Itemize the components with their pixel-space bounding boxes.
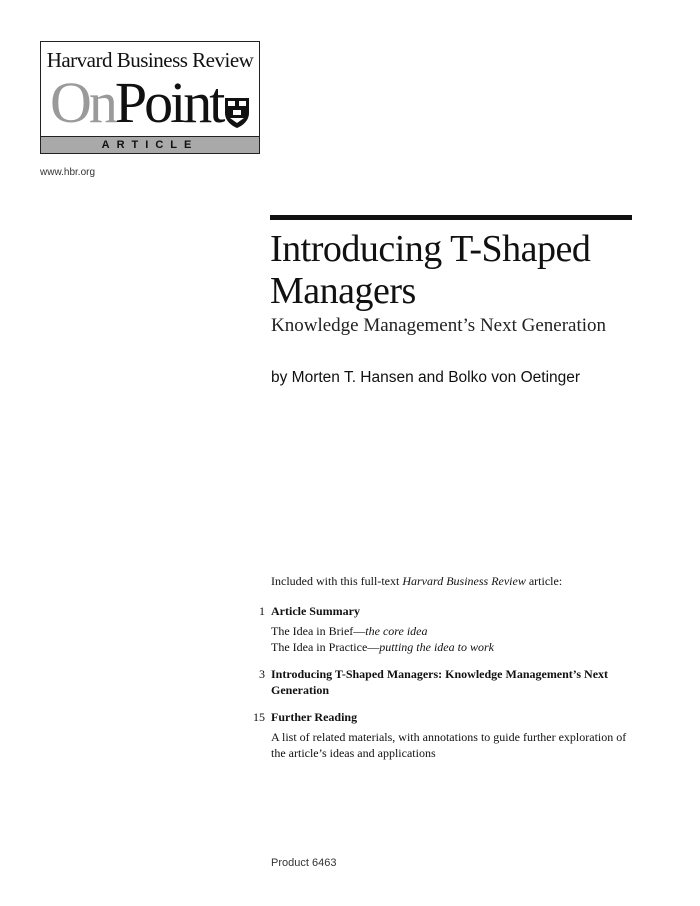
toc-title: Further Reading <box>271 710 358 724</box>
logo-point-text: Point <box>114 70 223 135</box>
toc-item-main-article <box>240 666 640 698</box>
website-url: www.hbr.org <box>40 167 96 178</box>
included-source: Harvard Business Review <box>402 574 526 588</box>
logo-onpoint <box>50 68 222 138</box>
toc-line-text: The Idea in Practice— <box>271 640 380 654</box>
toc-page-number: 15 <box>253 710 265 724</box>
toc-line-italic: the core idea <box>365 624 428 638</box>
logo-publication-name: Harvard Business Review <box>46 48 254 72</box>
harvard-shield-icon <box>224 97 250 129</box>
included-note <box>271 574 562 589</box>
included-prefix: Included with this full-text <box>271 574 403 588</box>
logo-on-text: On <box>50 70 115 135</box>
toc-line-text: The Idea in Brief— <box>271 624 366 638</box>
toc-description: A list of related materials, with annotations to guide further exploration of the article’s ideas and applications <box>271 730 627 760</box>
article-authors: by Morten T. Hansen and Bolko von Oetinger <box>271 369 581 386</box>
toc-item-article-summary <box>240 603 640 655</box>
toc-title: Article Summary <box>271 604 360 618</box>
toc-title: Introducing T-Shaped Managers: Knowledge Management’s Next Generation <box>271 667 609 697</box>
table-of-contents <box>240 603 640 772</box>
product-number: Product 6463 <box>271 857 337 869</box>
toc-line-idea-in-practice <box>271 639 640 655</box>
included-suffix: article: <box>525 574 563 588</box>
toc-line-italic: putting the idea to work <box>379 640 494 654</box>
hbr-onpoint-logo <box>40 41 260 154</box>
toc-item-further-reading <box>240 709 640 761</box>
article-title: Introducing T-Shaped Managers <box>270 228 591 312</box>
toc-line-idea-in-brief <box>271 623 640 639</box>
toc-page-number: 1 <box>259 604 265 618</box>
toc-page-number: 3 <box>259 667 265 681</box>
logo-article-bar: ARTICLE <box>41 136 259 153</box>
article-subtitle: Knowledge Management’s Next Generation <box>271 315 607 336</box>
title-rule <box>270 215 632 220</box>
